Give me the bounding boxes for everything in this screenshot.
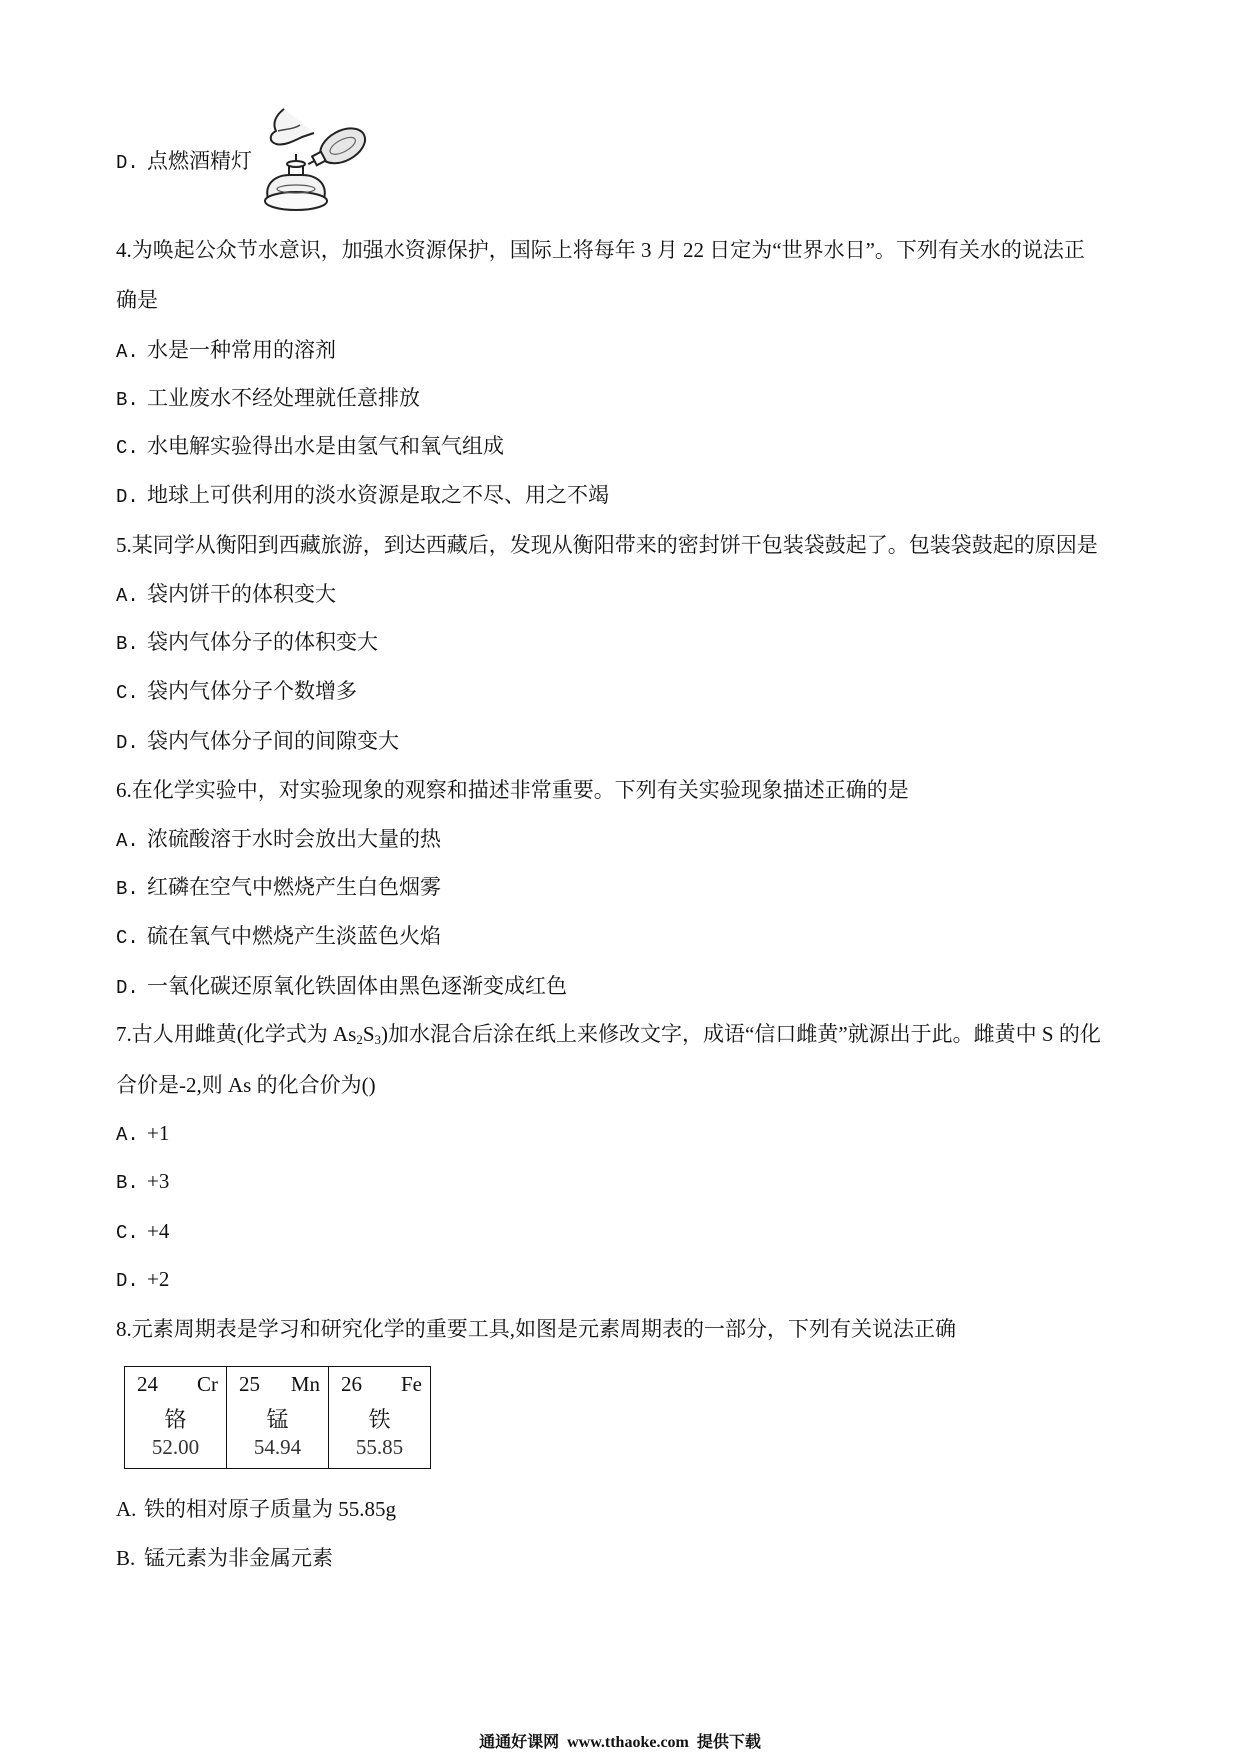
q7-option-d <box>116 1267 169 1291</box>
q6-option-b <box>116 875 441 899</box>
q5-option-a <box>116 582 336 606</box>
option-text: 点燃酒精灯 <box>147 149 252 173</box>
q7-option-a <box>116 1121 169 1145</box>
atomic-mass: 55.85 <box>355 1435 404 1459</box>
option-text: +3 <box>147 1169 170 1193</box>
q7-option-c <box>116 1219 169 1243</box>
option-text: 水电解实验得出水是由氢气和氧气组成 <box>147 434 504 458</box>
q4-option-a <box>116 338 336 362</box>
option-text: +2 <box>147 1267 170 1291</box>
q6-option-a <box>116 827 441 851</box>
alcohol-lamp-icon <box>256 107 371 214</box>
option-label: A. <box>116 341 139 363</box>
q5-option-d <box>116 729 399 753</box>
q4-stem-line-1: 4.为唤起公众节水意识，加强水资源保护，国际上将每年 3 月 22 日定为“世界水日”。下列有关水的说法正 <box>116 238 1085 262</box>
q6-option-c <box>116 924 441 948</box>
q4-option-b <box>116 386 420 410</box>
q4-option-c <box>116 434 504 458</box>
option-label: C. <box>116 682 139 704</box>
atomic-number: 26 <box>341 1372 362 1396</box>
q8-option-b <box>116 1546 333 1570</box>
option-text: 工业废水不经处理就任意排放 <box>147 386 420 410</box>
option-label: A. <box>116 1124 139 1146</box>
option-label: C. <box>116 927 139 949</box>
option-label: D. <box>116 486 139 508</box>
option-text: 袋内气体分子的体积变大 <box>147 630 378 654</box>
option-label: B. <box>116 878 139 900</box>
q8-stem: 8.元素周期表是学习和研究化学的重要工具,如图是元素周期表的一部分，下列有关说法正确 <box>116 1317 956 1341</box>
element-symbol: Mn <box>290 1372 320 1396</box>
element-symbol: Cr <box>197 1372 218 1396</box>
q5-option-c <box>116 679 357 703</box>
stem-text: 7.古人用雌黄(化学式为 As <box>116 1022 357 1046</box>
option-text: 水是一种常用的溶剂 <box>147 338 336 362</box>
element-name: 铁 <box>368 1407 391 1432</box>
q7-stem-line-2: 合价是-2,则 As 的化合价为() <box>116 1073 376 1097</box>
element-cell-manganese <box>227 1367 329 1468</box>
q7-option-b <box>116 1169 169 1193</box>
subscript: 2 <box>356 1032 363 1047</box>
periodic-table-excerpt <box>124 1366 431 1469</box>
option-label: A. <box>116 585 139 607</box>
option-label: B. <box>116 1546 136 1570</box>
option-label: C. <box>116 437 139 459</box>
atomic-mass: 54.94 <box>253 1435 302 1459</box>
option-text: 袋内气体分子间的间隙变大 <box>147 729 399 753</box>
q4-stem-line-2: 确是 <box>116 288 158 312</box>
option-text: 红磷在空气中燃烧产生白色烟雾 <box>147 875 441 899</box>
q6-stem: 6.在化学实验中，对实验现象的观察和描述非常重要。下列有关实验现象描述正确的是 <box>116 778 909 802</box>
option-label: A. <box>116 830 139 852</box>
q3-option-d <box>116 149 252 173</box>
atomic-mass: 52.00 <box>151 1435 200 1459</box>
option-text: 袋内饼干的体积变大 <box>147 582 336 606</box>
option-text: 浓硫酸溶于水时会放出大量的热 <box>147 827 441 851</box>
option-label: D. <box>116 977 139 999</box>
option-label: A. <box>116 1497 137 1521</box>
stem-text: )加水混合后涂在纸上来修改文字，成语“信口雌黄”就源出于此。雌黄中 S 的化 <box>381 1022 1101 1046</box>
subscript: 3 <box>374 1032 382 1047</box>
q7-stem-line-1 <box>116 1022 1101 1046</box>
option-text: 一氧化碳还原氧化铁固体由黑色逐渐变成红色 <box>147 974 567 998</box>
option-text: 铁的相对原子质量为 55.85g <box>144 1497 396 1521</box>
option-label: C. <box>116 1222 139 1244</box>
option-label: B. <box>116 1172 139 1194</box>
option-label: B. <box>116 389 139 411</box>
atomic-number: 25 <box>239 1372 260 1396</box>
option-text: +1 <box>147 1121 170 1145</box>
element-name: 锰 <box>266 1407 289 1432</box>
q4-option-d <box>116 483 609 507</box>
option-label: B. <box>116 633 139 655</box>
option-label: D. <box>116 1270 139 1292</box>
element-name: 铬 <box>164 1407 187 1432</box>
option-label: D. <box>116 152 139 174</box>
q6-option-d <box>116 974 567 998</box>
option-text: 硫在氧气中燃烧产生淡蓝色火焰 <box>147 924 441 948</box>
option-text: 袋内气体分子个数增多 <box>147 679 357 703</box>
page-footer: 通通好课网 www.tthaoke.com 提供下载 <box>479 1734 761 1751</box>
q5-stem: 5.某同学从衡阳到西藏旅游，到达西藏后，发现从衡阳带来的密封饼干包装袋鼓起了。包装袋鼓起的原因是 <box>116 533 1098 557</box>
q8-option-a <box>116 1497 396 1521</box>
option-text: +4 <box>147 1219 170 1243</box>
atomic-number: 24 <box>137 1372 158 1396</box>
option-text: 锰元素为非金属元素 <box>144 1546 333 1570</box>
stem-text: S <box>362 1022 375 1046</box>
option-text: 地球上可供利用的淡水资源是取之不尽、用之不竭 <box>147 483 609 507</box>
element-symbol: Fe <box>401 1372 422 1396</box>
q5-option-b <box>116 630 378 654</box>
element-cell-chromium <box>125 1367 227 1468</box>
element-cell-iron <box>329 1367 430 1468</box>
option-label: D. <box>116 732 139 754</box>
